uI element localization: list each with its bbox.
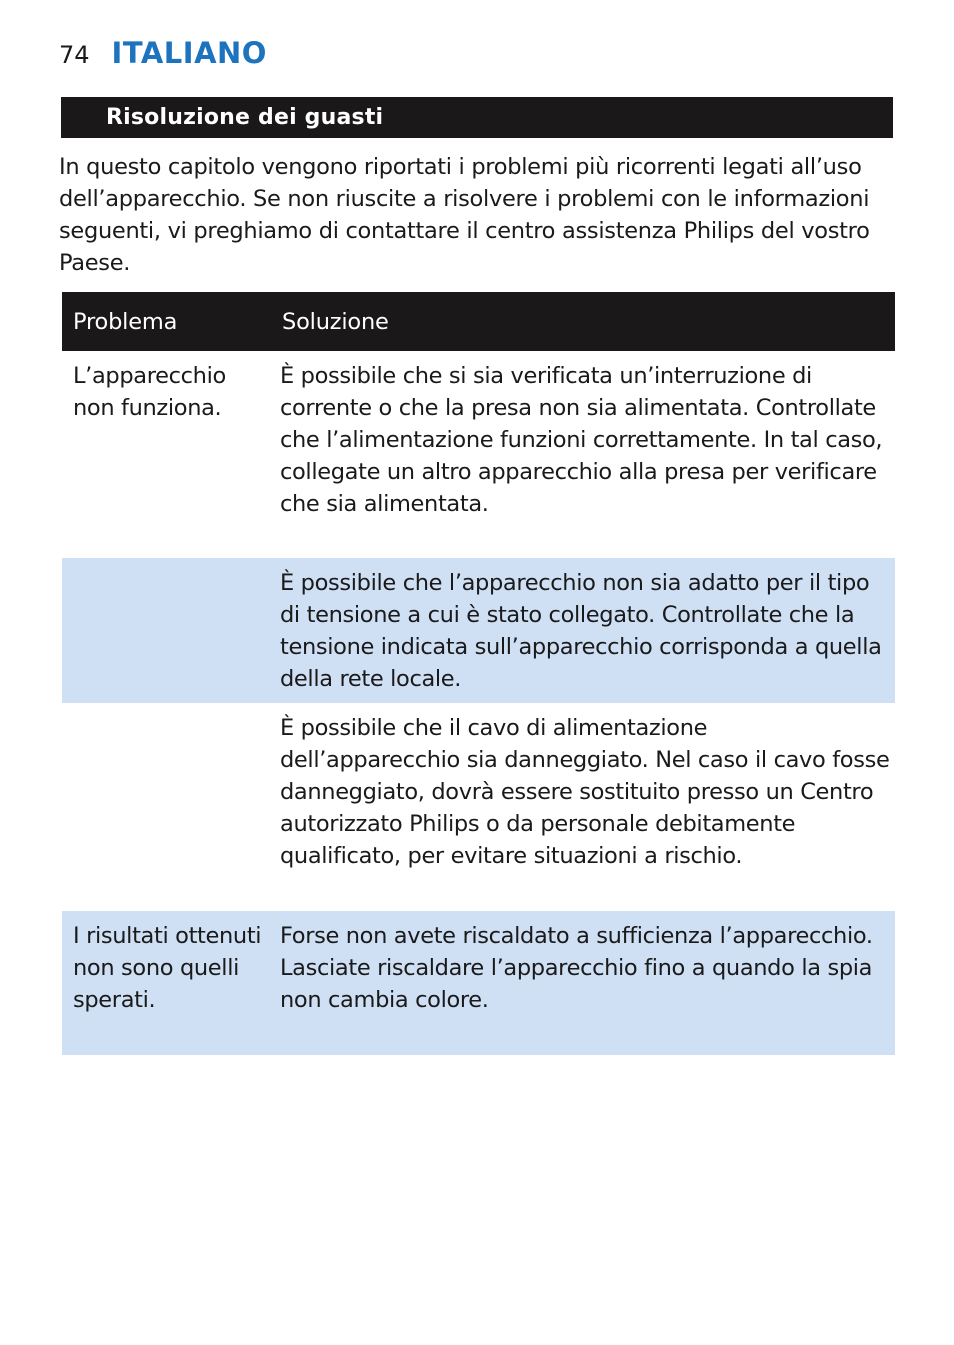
problem-cell: I risultati ottenuti non sono quelli sperati. (62, 911, 271, 1055)
table-row (62, 703, 895, 911)
problem-cell (62, 703, 271, 911)
page-header (59, 36, 267, 70)
table-row (62, 558, 895, 703)
table-row (62, 351, 895, 558)
language-title: ITALIANO (111, 36, 267, 70)
header-solution: Soluzione (271, 292, 895, 351)
header-problem: Problema (62, 292, 271, 351)
section-heading-bar (61, 97, 893, 138)
table-header-row (62, 292, 895, 351)
solution-cell: È possibile che si sia verificata un’interruzione di corrente o che la presa non sia alimentata. Controllate che l’alimentazione funzioni correttamente. In tal caso, collegate un altro apparecchio alla presa per verificare che sia alimentata. (280, 363, 883, 517)
solution-cell: Forse non avete riscaldato a sufficienza l’apparecchio. Lasciate riscaldare l’apparecchio fino a quando la spia non cambia colore. (271, 911, 895, 1055)
page-number: 74 (59, 41, 90, 69)
solution-cell: È possibile che l’apparecchio non sia adatto per il tipo di tensione a cui è stato collegato. Controllate che la tensione indicata sull’apparecchio corrisponda a quella della rete locale. (271, 558, 895, 703)
solution-cell: È possibile che il cavo di alimentazione dell’apparecchio sia danneggiato. Nel caso il cavo fosse danneggiato, dovrà essere sostituito presso un Centro autorizzato Philips o da personale debitamente qualificato, per evitare situazioni a rischio. (280, 715, 890, 869)
intro-paragraph: In questo capitolo vengono riportati i problemi più ricorrenti legati all’uso dell’apparecchio. Se non riuscite a risolvere i problemi con le informazioni seguenti, vi preghiamo di contattare il centro assistenza Philips del vostro Paese. (59, 154, 870, 276)
problem-cell (62, 558, 271, 703)
table-row (62, 911, 895, 1055)
troubleshooting-table (62, 292, 895, 1055)
problem-cell: L’apparecchio non funziona. (73, 363, 226, 421)
section-title: Risoluzione dei guasti (106, 105, 384, 130)
